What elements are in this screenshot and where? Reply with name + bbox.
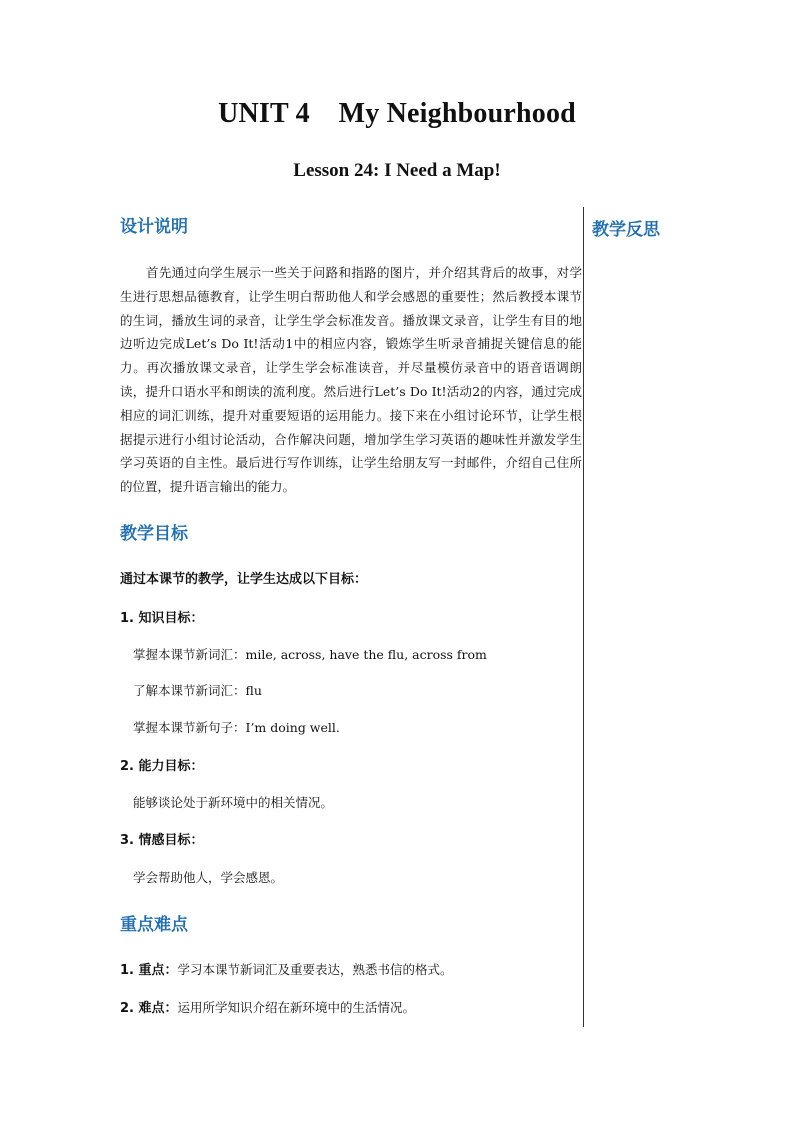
reflection-heading: 教学反思	[592, 220, 660, 240]
knowledge-goal-item: 掌握本课节新句子：I’m doing well.	[133, 720, 340, 735]
knowledge-goal-label: 1. 知识目标：	[120, 611, 204, 626]
goals-heading: 教学目标	[120, 524, 188, 544]
difficult-point-line	[120, 998, 415, 1018]
key-point-line	[120, 960, 453, 980]
knowledge-goal-item: 了解本课节新词汇：flu	[133, 683, 262, 698]
key-point-label: 1. 重点：	[120, 963, 178, 978]
design-heading: 设计说明	[120, 217, 188, 237]
design-paragraph: 首先通过向学生展示一些关于问路和指路的图片，并介绍其背后的故事，对学生进行思想品德教育，让学生明白帮助他人和学会感恩的重要性；然后教授本课节的生词，播放生词的录音，让学生学会标准发音。播放课文录音，让学生有目的地边听边完成Let’s Do It!活动1中的相应内容，锻炼学生听录音捕捉关键信息的能力。再次播放课文录音，让学生学会标准读音，并尽量模仿录音中的语音语调朗读，提升口语水平和朗读的流利度。然后进行Let’s Do It!活动2的内容，通过完成相应的词汇训练，提升对重要短语的运用能力。接下来在小组讨论环节，让学生根据提示进行小组讨论活动，合作解决问题，增加学生学习英语的趣味性并激发学生学习英语的自主性。最后进行写作训练，让学生给朋友写一封邮件，介绍自己住所的位置，提升语言输出的能力。	[120, 265, 582, 495]
keypoints-heading: 重点难点	[120, 915, 188, 935]
difficult-point-text: 运用所学知识介绍在新环境中的生活情况。	[177, 1000, 416, 1015]
ability-goal-label: 2. 能力目标：	[120, 759, 204, 774]
difficult-point-label: 2. 难点：	[120, 1001, 178, 1016]
key-point-text: 学习本课节新词汇及重要表达，熟悉书信的格式。	[177, 962, 453, 977]
ability-goal-item: 能够谈论处于新环境中的相关情况。	[133, 795, 334, 810]
knowledge-goal-item: 掌握本课节新词汇：mile, across, have the flu, across from	[133, 647, 487, 662]
column-divider	[583, 207, 584, 1027]
goals-intro: 通过本课节的教学，让学生达成以下目标：	[120, 572, 368, 587]
emotion-goal-item: 学会帮助他人，学会感恩。	[133, 870, 284, 885]
unit-title: UNIT 4 My Neighbourhood	[218, 98, 576, 129]
lesson-title: Lesson 24: I Need a Map!	[293, 160, 501, 181]
emotion-goal-label: 3. 情感目标：	[120, 833, 204, 848]
